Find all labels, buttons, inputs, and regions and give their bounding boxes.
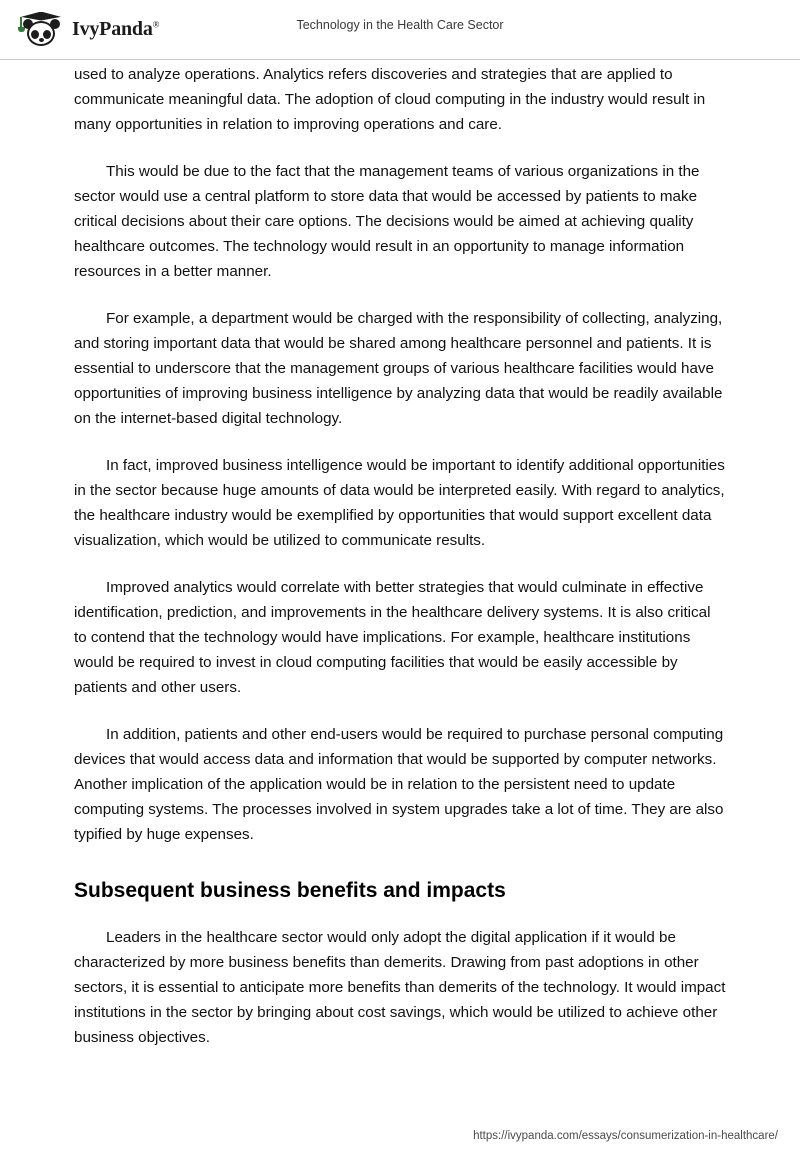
source-url[interactable]: https://ivypanda.com/essays/consumerization-in-healthcare/	[473, 1130, 778, 1142]
brand-name-text: IvyPanda	[72, 18, 153, 40]
brand-logo-group[interactable]	[18, 10, 159, 50]
page-header	[0, 0, 800, 60]
paragraph: In fact, improved business intelligence would be important to identify additional opportunities in the sector because huge amounts of data would be interpreted easily. With regard to analytics, the healthcare industry would be exemplified by opportunities that would support excellent data visualization, which would be utilized to communicate results.	[74, 457, 725, 549]
brand-trademark: ®	[152, 19, 160, 30]
paragraph: Leaders in the healthcare sector would only adopt the digital application if it would be characterized by more business benefits than demerits. Drawing from past adoptions in other sectors, it is essential to anticipate more benefits than demerits of the technology. It would impact institutions in the sector by bringing about cost savings, which would be utilized to achieve other business objectives.	[74, 929, 726, 1046]
brand-name	[72, 18, 159, 41]
section-heading: Subsequent business benefits and impacts	[74, 879, 506, 902]
paragraph: For example, a department would be charged with the responsibility of collecting, analyzing, and storing important data that would be shared among healthcare personnel and patients. It is essential to underscore that the management groups of various healthcare facilities would have opportunities of improving business intelligence by analyzing data that would be readily available on the internet-based digital technology.	[74, 310, 723, 427]
graduation-cap-panda-icon	[18, 10, 64, 50]
document-title: Technology in the Health Care Sector	[296, 18, 504, 32]
document-body	[74, 62, 726, 1072]
paragraph: used to analyze operations. Analytics refers discoveries and strategies that are applied to communicate meaningful data. The adoption of cloud computing in the industry would result in many opportunities in relation to improving operations and care.	[74, 66, 706, 133]
paragraph: This would be due to the fact that the management teams of various organizations in the sector would use a central platform to store data that would be accessed by patients to make critical decisions about their care options. The decisions would be aimed at achieving quality healthcare outcomes. The technology would result in an opportunity to manage information resources in a better manner.	[74, 163, 700, 280]
paragraph: In addition, patients and other end-users would be required to purchase personal computing devices that would access data and information that would be supported by computer networks. Another implication of the application would be in relation to the persistent need to update computing systems. The processes involved in system upgrades take a lot of time. They are also typified by huge expenses.	[74, 726, 724, 843]
paragraph: Improved analytics would correlate with better strategies that would culminate in effective identification, prediction, and improvements in the healthcare delivery systems. It is also critical to contend that the technology would have implications. For example, healthcare institutions would be required to invest in cloud computing facilities that would be easily accessible by patients and other users.	[74, 579, 711, 696]
